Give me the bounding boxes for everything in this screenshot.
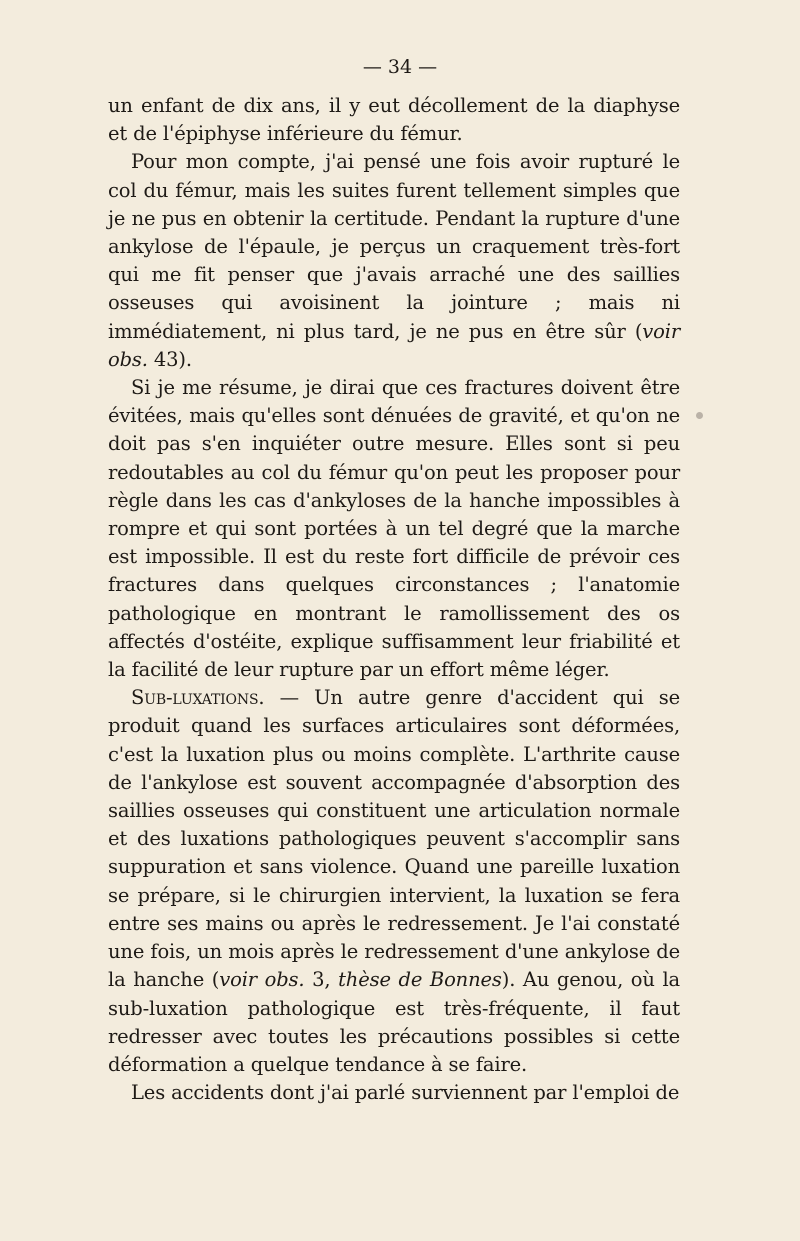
paragraph-text: ). Au genou, où la sub-luxation pathologique est très-fréquente, il faut redresser avec toutes les précautions possibles si cette déformation a quelque tendance à se faire. <box>108 968 681 1076</box>
reference-observation: voir obs. <box>219 968 305 992</box>
paragraph-summary: Si je me résume, je dirai que ces fractures doivent être évitées, mais qu'elles sont dénuées de gravité, et qu'on ne doit pas s'en inquiéter outre mesure. Elles sont si peu redoutables au col du fémur qu'on peut les proposer pour règle dans les cas d'ankyloses de la hanche impossibles à rompre et qui sont portées à un tel degré que la marche est impossible. Il est du reste fort difficile de prévoir ces fractures dans quelques circonstances ; l'anatomie pathologique en montrant le ramollissement des os affectés d'ostéite, explique suffisamment leur friabilité et la facilité de leur rupture par un effort même léger. <box>108 376 680 682</box>
reference-observation: voir obs. <box>108 319 680 371</box>
reference-thesis: thèse de Bonnes <box>338 968 502 992</box>
paragraph-text: 3, <box>304 968 339 992</box>
ink-spot <box>696 412 703 419</box>
page-number: — 34 — <box>362 56 438 78</box>
paragraph-continuation: un enfant de dix ans, il y eut décollement de la diaphyse et de l'épiphyse inférieure du fémur. <box>108 94 680 146</box>
paragraph-personal-account <box>108 148 680 374</box>
paragraph-text: — Un autre genre d'accident qui se produit quand les surfaces articulaires sont déformées, c'est la luxation plus ou moins complète. L'arthrite cause de l'ankylose est souvent accompagnée d'absorption des saillies osseuses qui constituent une articulation normale et des luxations pathologiques peuvent s'accomplir sans suppuration et sans violence. Quand une pareille luxation se prépare, si le chirurgien intervient, la luxation se fera entre ses mains ou après le redressement. Je l'ai constaté une fois, un mois après le redressement d'une ankylose de la hanche ( <box>108 686 680 992</box>
paragraph-text: Pour mon compte, j'ai pensé une fois avoir rupturé le col du fémur, mais les suites furent tellement simples que je ne pus en obtenir la certitude. Pendant la rupture d'une ankylose de l'épaule, je perçus un craquement très-fort qui me fit penser que j'avais arraché une des saillies osseuses qui avoisinent la jointure ; mais ni immédiatement, ni plus tard, je ne pus en être sûr ( <box>108 150 680 343</box>
section-heading: Sub-luxations. <box>131 686 265 710</box>
text-body <box>108 92 680 1107</box>
paragraph-closing: Les accidents dont j'ai parlé surviennent par l'emploi de <box>131 1081 680 1105</box>
paragraph-subluxations <box>108 684 680 1079</box>
paragraph-text: 43). <box>147 347 192 371</box>
